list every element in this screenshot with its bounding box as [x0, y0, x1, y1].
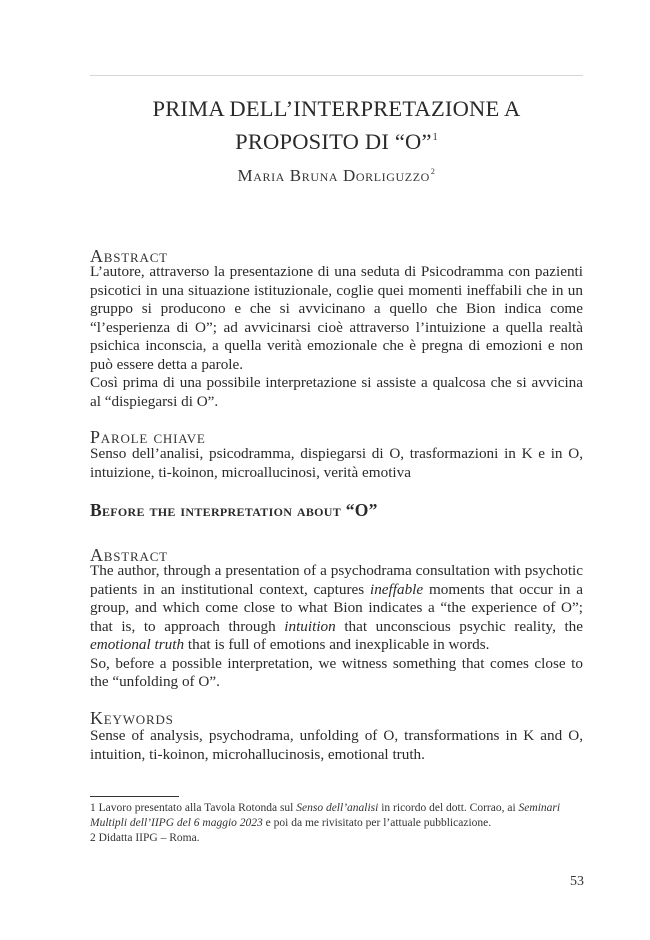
header-rule: [90, 75, 583, 76]
abstract-en-paragraph-2: So, before a possible interpretation, we witness something that comes close to the “unfolding of O”.: [90, 654, 583, 690]
article-title-line-1: PRIMA DELL’INTERPRETAZIONE A: [152, 96, 521, 121]
footnote-1-text-b: in ricordo del dott. Corrao, ai: [378, 802, 519, 814]
abstract-en-emphasis-emotional-truth: emotional truth: [90, 636, 185, 653]
page-number: 53: [570, 874, 584, 889]
keywords-it-body: Senso dell’analisi, psicodramma, dispiegarsi di O, trasformazioni in K e in O, intuizione, ti-koinon, microallucinosi, verità emotiva: [90, 445, 583, 481]
keywords-it-heading: Parole chiave: [90, 427, 206, 447]
keywords-en-heading: Keywords: [90, 708, 174, 728]
abstract-en-text-c: that unconscious psychic reality, the: [335, 617, 583, 635]
abstract-en-text-d: that is full of emotions and inexplicable in words.: [184, 636, 490, 653]
abstract-en-emphasis-ineffable: ineffable: [369, 580, 424, 598]
title-footnote-ref[interactable]: 1: [432, 132, 438, 143]
footnote-rule: [90, 796, 179, 797]
footnote-1-text-c: e poi da me rivisitato per l’attuale pubblicazione.: [262, 817, 492, 829]
author-footnote-ref[interactable]: 2: [430, 167, 436, 176]
keywords-en-body: Sense of analysis, psychodrama, unfolding of O, transformations in K and O, intuition, ti-koinon, microhallucinosis, emotional truth.: [90, 727, 583, 763]
abstract-en-text-b: moments that occur in a group, and which come close to what Bion indicates a “the experience of O”; that is, to approach through: [90, 580, 583, 635]
footnote-1-emphasis-2: Seminari Multipli dell’IIPG del 6 maggio 2023: [90, 802, 561, 829]
abstract-en-body: [90, 562, 583, 692]
abstract-it-heading: Abstract: [90, 246, 168, 266]
article-title-line-2: [90, 123, 583, 156]
footnotes: [90, 801, 583, 846]
abstract-it-paragraph-2: Così prima di una possibile interpretazione si assiste a qualcosa che si avvicina al “dispiegarsi di O”.: [90, 374, 583, 410]
footnote-2: 2 Didatta IIPG – Roma.: [90, 832, 200, 844]
english-title: Before the interpretation about “O”: [90, 500, 378, 520]
abstract-it-paragraph-1: L’autore, attraverso la presentazione di una seduta di Psicodramma con pazienti psicotici in una situazione istituzionale, coglie quei momenti ineffabili che in un gruppo si producono e che si avvicinano a quello che Bion indica come “l’esperienza di O”; ad avvicinarsi cioè attraverso l’intuizione a quella realtà psichica inconscia, a quella verità emozionale che è pregna di emozioni e non può essere detta a parole.: [90, 263, 583, 373]
footnote-1-emphasis-1: Senso dell’analisi: [296, 802, 379, 814]
footnote-1: [90, 801, 583, 831]
abstract-en-emphasis-intuition: intuition: [284, 617, 336, 635]
abstract-en-paragraph-1: [90, 562, 583, 655]
article-title: [90, 94, 583, 156]
article-title-line-2-text: PROPOSITO DI “O”: [235, 129, 432, 154]
author-name: [90, 166, 583, 186]
author-name-text: Maria Bruna Dorliguzzo: [237, 166, 430, 185]
footnote-1-text-a: 1 Lavoro presentato alla Tavola Rotonda sul: [90, 802, 297, 814]
abstract-it-body: [90, 263, 583, 411]
abstract-en-text-a: The author, through a presentation of a psychodrama consultation with psychotic patients in an institutional context, captures: [90, 562, 583, 598]
abstract-en-heading: Abstract: [90, 545, 168, 565]
